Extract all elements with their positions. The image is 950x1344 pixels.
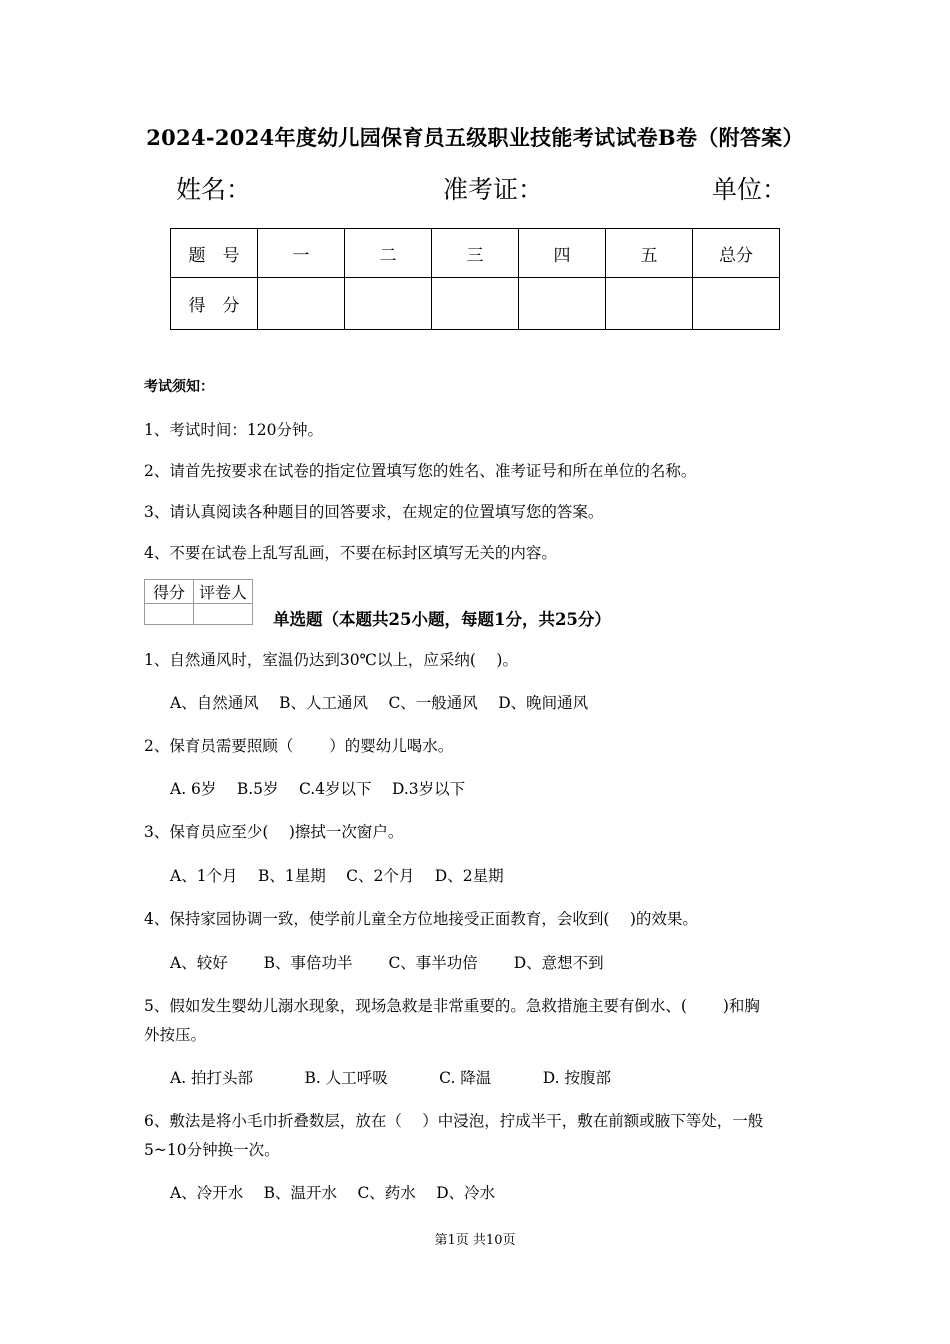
exam-id-label: 准考证： (443, 175, 544, 204)
question-stem: 4、保持家园协调一致，使学前儿童全方位地接受正面教育，会收到( )的效果。 (144, 910, 698, 928)
score-table-score-row (171, 278, 780, 330)
grader-name-label: 评卷人 (194, 580, 253, 604)
name-label: 姓名： (176, 175, 252, 204)
question-stem-continued: 外按压。 (144, 1026, 207, 1044)
grader-box (144, 579, 253, 625)
section-title: 单选题（本题共25小题，每题1分，共25分） (273, 610, 611, 629)
note-item: 2、请首先按要求在试卷的指定位置填写您的姓名、准考证号和所在单位的名称。 (144, 462, 697, 480)
score-cell[interactable] (519, 278, 606, 330)
exam-title: 2024-2024年度幼儿园保育员五级职业技能考试试卷B卷（附答案） (146, 125, 804, 150)
grader-score-cell[interactable] (145, 604, 194, 625)
score-header-cell: 二 (345, 229, 432, 278)
score-header-cell: 总分 (693, 229, 780, 278)
question-options: A、自然通风 B、人工通风 C、一般通风 D、晚间通风 (170, 694, 589, 712)
question-stem: 5、假如发生婴幼儿溺水现象，现场急救是非常重要的。急救措施主要有倒水、( )和胸 (144, 997, 760, 1015)
score-table-header-row (171, 229, 780, 278)
score-cell[interactable] (258, 278, 345, 330)
question-stem: 3、保育员应至少( )擦拭一次窗户。 (144, 823, 404, 841)
score-row-label: 得 分 (171, 278, 258, 330)
question-options: A、冷开水 B、温开水 C、药水 D、冷水 (170, 1184, 496, 1202)
score-cell[interactable] (432, 278, 519, 330)
score-cell[interactable] (693, 278, 780, 330)
score-header-cell: 一 (258, 229, 345, 278)
page-footer: 第1页 共10页 (434, 1233, 516, 1248)
note-item: 1、考试时间：120分钟。 (144, 421, 323, 439)
question-options: A. 6岁 B.5岁 C.4岁以下 D.3岁以下 (170, 780, 466, 798)
score-header-cell: 五 (606, 229, 693, 278)
score-header-cell: 四 (519, 229, 606, 278)
question-options: A. 拍打头部 B. 人工呼吸 C. 降温 D. 按腹部 (170, 1069, 611, 1087)
score-table (170, 228, 780, 330)
grader-name-cell[interactable] (194, 604, 253, 625)
grader-score-label: 得分 (145, 580, 194, 604)
score-header-cell: 题 号 (171, 229, 258, 278)
question-options: A、较好 B、事倍功半 C、事半功倍 D、意想不到 (170, 954, 604, 972)
score-cell[interactable] (606, 278, 693, 330)
question-stem-continued: 5~10分钟换一次。 (144, 1141, 280, 1159)
notes-heading: 考试须知： (144, 379, 214, 395)
note-item: 3、请认真阅读各种题目的回答要求，在规定的位置填写您的答案。 (144, 503, 604, 521)
question-stem: 2、保育员需要照顾（ ）的婴幼儿喝水。 (144, 737, 454, 755)
question-stem: 6、敷法是将小毛巾折叠数层，放在（ ）中浸泡，拧成半干，敷在前额或腋下等处，一般 (144, 1112, 764, 1130)
question-options: A、1个月 B、1星期 C、2个月 D、2星期 (170, 867, 504, 885)
question-stem: 1、自然通风时，室温仍达到30℃以上，应采纳( )。 (144, 651, 518, 669)
score-header-cell: 三 (432, 229, 519, 278)
note-item: 4、不要在试卷上乱写乱画，不要在标封区填写无关的内容。 (144, 544, 557, 562)
score-cell[interactable] (345, 278, 432, 330)
unit-label: 单位： (712, 175, 788, 204)
